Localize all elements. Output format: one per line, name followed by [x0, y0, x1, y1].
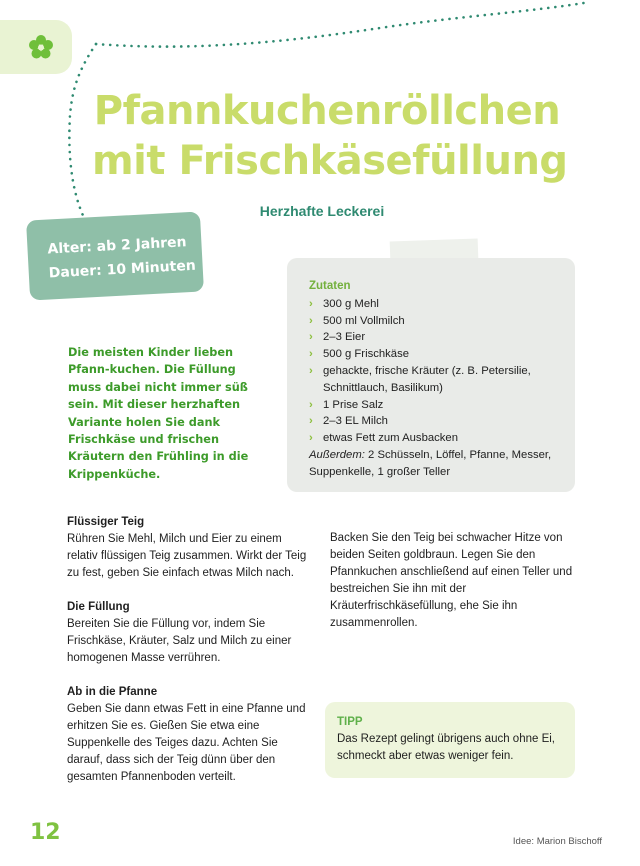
- ingredient-item: [309, 397, 559, 414]
- chevron-right-icon: ›: [309, 432, 313, 445]
- step-section: [67, 514, 311, 582]
- step-heading: Ab in die Pfanne: [67, 686, 158, 698]
- ingredient-text: 300 g Mehl: [323, 297, 379, 310]
- step-section: [67, 599, 311, 667]
- ingredient-item: [309, 430, 559, 447]
- title-line-1: Pfannkuchenröllchen: [93, 88, 561, 134]
- ingredient-text: 500 ml Vollmilch: [323, 314, 405, 327]
- info-box: [26, 212, 204, 301]
- instructions-right-column: [330, 530, 578, 632]
- flower-icon: [28, 34, 54, 60]
- step-heading: Flüssiger Teig: [67, 516, 145, 528]
- ingredient-item: [309, 346, 559, 363]
- ingredient-text: 2–3 EL Milch: [323, 415, 388, 428]
- page-number: 12: [30, 820, 61, 845]
- ingredient-text: 1 Prise Salz: [323, 398, 384, 411]
- step-text: Geben Sie dann etwas Fett in eine Pfanne und erhitzen Sie es. Gießen Sie etwa eine Suppenkelle des Teiges dazu. Achten Sie darauf, dass sich der Teig dünn über den gesamten Pfannenboden verteilt.: [67, 703, 306, 783]
- step-text: Bereiten Sie die Füllung vor, indem Sie Frischkäse, Kräuter, Salz und Milch zu einer homogenen Masse verrühren.: [67, 618, 292, 664]
- page-title: [92, 86, 568, 186]
- chevron-right-icon: ›: [309, 415, 313, 428]
- author-credit: Idee: Marion Bischoff: [512, 836, 602, 847]
- chevron-right-icon: ›: [309, 314, 313, 327]
- title-line-2: mit Frischkäsefüllung: [92, 138, 568, 184]
- age-text: Alter: ab 2 Jahren: [47, 234, 187, 258]
- ingredients-list: [309, 296, 559, 447]
- ingredient-text: etwas Fett zum Ausbacken: [323, 432, 458, 445]
- tip-box: [325, 702, 575, 778]
- tip-heading: TIPP: [337, 716, 363, 728]
- chevron-right-icon: ›: [309, 297, 313, 310]
- intro-text: Die meisten Kinder lieben Pfann-kuchen. Die Füllung muss dabei nicht immer süß sein. Mit dieser herzhaften Variante holen Sie dank Frischkäse und frischen Kräutern den Frühling in die Krippenküche.: [68, 346, 249, 481]
- chevron-right-icon: ›: [309, 348, 313, 361]
- step-heading: Die Füllung: [67, 601, 130, 613]
- ingredient-item: [309, 329, 559, 346]
- equipment-text: 2 Schüsseln, Löffel, Pfanne, Messer, Suppenkelle, 1 großer Teller: [309, 448, 552, 478]
- ingredient-text: gehackte, frische Kräuter (z. B. Petersilie, Schnittlauch, Basilikum): [323, 364, 531, 394]
- equipment-label: Außerdem:: [309, 448, 365, 461]
- duration-text: Dauer: 10 Minuten: [48, 257, 197, 282]
- ingredient-item: [309, 296, 559, 313]
- corner-badge: [0, 20, 72, 74]
- ingredients-box: [287, 258, 575, 492]
- instructions-left-column: [67, 514, 311, 786]
- equipment-note: [309, 447, 559, 481]
- chevron-right-icon: ›: [309, 364, 313, 377]
- subtitle: Herzhafte Leckerei: [259, 203, 385, 219]
- ingredients-heading: Zutaten: [309, 280, 351, 292]
- ingredient-item: [309, 313, 559, 330]
- continuation-text: Backen Sie den Teig bei schwacher Hitze von beiden Seiten goldbraun. Legen Sie den Pfannkuchen anschließend auf einen Teller und bestreichen Sie ihn mit der Kräuterfrischkäsefüllung, ehe Sie ihn zusammenrollen.: [330, 532, 573, 629]
- ingredient-item: [309, 363, 559, 397]
- step-section: [67, 684, 311, 786]
- step-text: Rühren Sie Mehl, Milch und Eier zu einem relativ flüssigen Teig zusammen. Wirkt der Teig zu fest, geben Sie einfach etwas Milch nach.: [67, 533, 307, 579]
- ingredient-item: [309, 413, 559, 430]
- tip-text: Das Rezept gelingt übrigens auch ohne Ei, schmeckt aber etwas weniger fein.: [337, 733, 556, 762]
- chevron-right-icon: ›: [309, 331, 313, 344]
- chevron-right-icon: ›: [309, 398, 313, 411]
- ingredient-text: 2–3 Eier: [323, 331, 366, 344]
- ingredient-text: 500 g Frischkäse: [323, 348, 410, 361]
